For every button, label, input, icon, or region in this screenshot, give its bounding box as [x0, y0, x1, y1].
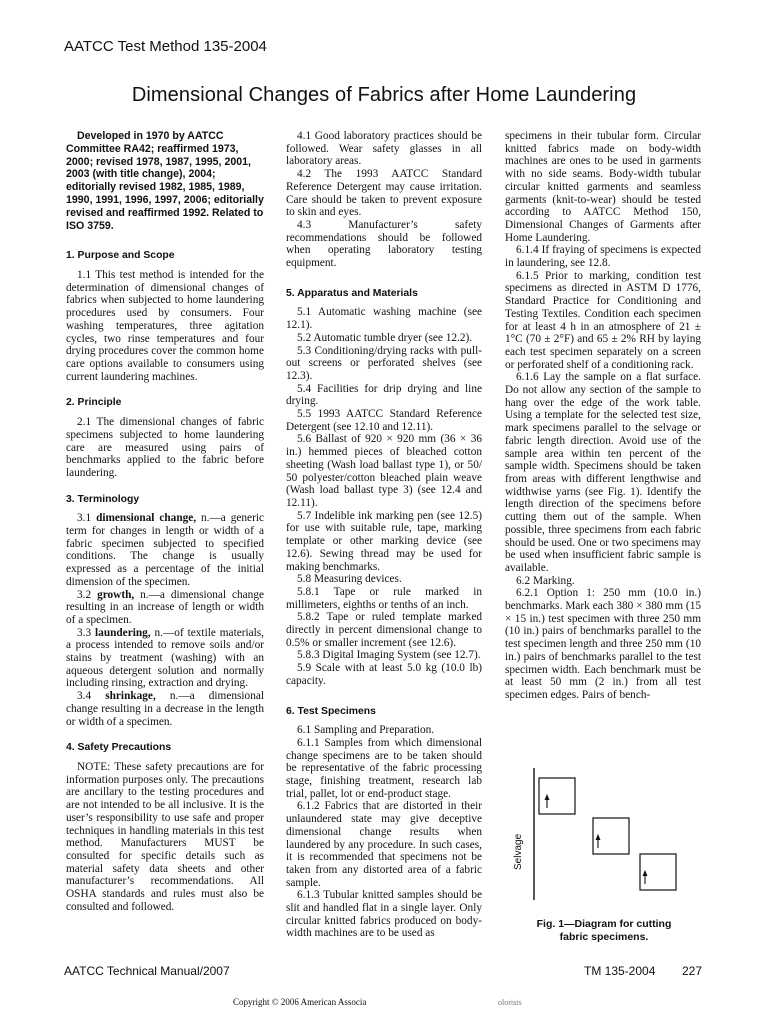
- length-direction-arrow: [545, 794, 550, 808]
- definition-dimensional-change: [66, 512, 264, 588]
- footer-tm-number: TM 135-2004: [584, 964, 656, 978]
- paragraph-6-1-4: 6.1.4 If fraying of specimens is expected in laundering, see 12.8.: [505, 244, 701, 270]
- section-heading-purpose: 1. Purpose and Scope: [66, 250, 175, 262]
- paragraph-4-2: 4.2 The 1993 AATCC Standard Reference Detergent may cause irritation. Care should be taken to prevent exposure to skin and eyes.: [286, 168, 482, 219]
- figure-caption: [514, 918, 694, 944]
- column-3: [505, 130, 701, 702]
- cutting-diagram-svg: [505, 760, 701, 910]
- paragraph-5-8-1: 5.8.1 Tape or rule marked in millimeters, eighths or tenths of an inch.: [286, 585, 482, 611]
- defined-term: laundering,: [95, 626, 151, 639]
- paragraph-5-8-2: 5.8.2 Tape or ruled template marked directly in percent dimensional change to 0.5% or smaller increment (see 12.6).: [286, 611, 482, 649]
- paragraph-2-1: 2.1 The dimensional changes of fabric specimens subjected to home laundering care are measured using pairs of benchmarks applied to the fabric before laundering.: [66, 416, 264, 479]
- column-2: [286, 130, 482, 940]
- paragraph-6-1: 6.1 Sampling and Preparation.: [297, 724, 435, 737]
- section-heading-test-specimens: 6. Test Specimens: [286, 705, 376, 717]
- definition-text: n.—a dimensional change resulting in a decrease in the length or width of a specimen.: [66, 690, 264, 728]
- paragraph-1-1: 1.1 This test method is intended for the determination of dimensional changes of fabrics when subjected to home laundering procedures used by consumers. Four washing temperatures, three agitation cycles, two rinse temperatures and four drying procedures cover the common home care options available to consumers using current laundering machines.: [66, 269, 264, 383]
- scan-artifact-text: olorists: [498, 998, 522, 1007]
- paragraph-5-5: 5.5 1993 AATCC Standard Reference Detergent (see 12.10 and 12.11).: [286, 408, 482, 433]
- document-title: Dimensional Changes of Fabrics after Home Laundering: [131, 84, 637, 106]
- paragraph-5-7: 5.7 Indelible ink marking pen (see 12.5) for use with suitable rule, tape, marking template or other marking device (see 12.6). Sewing thread may be used for making benchmarks.: [286, 509, 482, 573]
- definition-shrinkage: [66, 690, 264, 728]
- page-number: 227: [682, 964, 703, 978]
- definition-number: 3.2: [77, 588, 92, 601]
- figure-caption-line-1: Fig. 1—Diagram for cutting: [536, 918, 672, 930]
- selvage-label: Selvage: [513, 833, 524, 870]
- definition-laundering: [66, 627, 264, 691]
- footer-manual: AATCC Technical Manual/2007: [64, 964, 230, 978]
- definition-text: n.—a dimensional change resulting in an increase of length or width of a specimen.: [66, 588, 264, 626]
- defined-term: shrinkage,: [105, 690, 156, 703]
- paragraph-5-2: 5.2 Automatic tumble dryer (see 12.2).: [297, 331, 473, 344]
- figure-1-cutting-diagram: [505, 760, 701, 910]
- paragraph-6-1-3-continued: specimens in their tubular form. Circular knitted fabrics made on body-width machines are ones to be used in garments with no side seams. Body-width tubular circular knitted garments and seamless garments (knit-to-wear) should be tested according to AATCC Method 150, Dimensional Changes of Garments after Home Laundering.: [505, 130, 701, 244]
- length-direction-arrow: [596, 834, 601, 848]
- paragraph-6-2-1: 6.2.1 Option 1: 250 mm (10.0 in.) benchmarks. Mark each 380 × 380 mm (15 × 15 in.) test specimen with three 250 mm (10 in.) pairs of benchmarks parallel to the test specimen length and three 250 mm (10 in.) pairs of benchmarks parallel to the test specimen width. Each benchmark must be at least 50 mm (2 in.) from all test specimen edges. Pairs of bench-: [505, 587, 701, 701]
- paragraph-6-2: 6.2 Marking.: [516, 574, 575, 587]
- development-history: Developed in 1970 by AATCC Committee RA42; reaffirmed 1973, 2000; revised 1978, 1987, 1995, 2001, 2003 (with title change), 2004; editorially revised 1982, 1985, 1989, 1990, 1991, 1996, 1997, 2006; editorially revised and reaffirmed 1992. Related to ISO 3759.: [66, 130, 264, 232]
- paragraph-6-1-5: 6.1.5 Prior to marking, condition test specimens as directed in ASTM D 1776, Standard Practice for Conditioning and Testing Textiles. Condition each specimen for at least 4 h in an atmosphere of 21 ± 1°C (70 ± 2°F) and 65 ± 2% RH by laying each test specimen separately on a screen or perforated shelf of a conditioning rack.: [505, 269, 701, 371]
- column-1: [66, 130, 264, 913]
- section-heading-terminology: 3. Terminology: [66, 493, 140, 505]
- section-heading-principle: 2. Principle: [66, 397, 122, 409]
- definition-number: 3.4: [77, 690, 92, 703]
- paragraph-4-1: 4.1 Good laboratory practices should be followed. Wear safety glasses in all laboratory areas.: [286, 130, 482, 168]
- copyright-notice: Copyright © 2006 American Associa: [233, 997, 367, 1007]
- paragraph-4-3: 4.3 Manufacturer’s safety recommendations should be followed when operating laboratory testing equipment.: [286, 218, 482, 270]
- definition-growth: [66, 589, 264, 627]
- section-heading-apparatus: 5. Apparatus and Materials: [286, 287, 418, 299]
- paragraph-5-8-3: 5.8.3 Digital Imaging System (see 12.7).: [297, 649, 481, 662]
- paragraph-5-8: 5.8 Measuring devices.: [297, 573, 402, 586]
- paragraph-5-4: 5.4 Facilities for drip drying and line drying.: [286, 382, 482, 408]
- figure-caption-line-2: fabric specimens.: [559, 931, 649, 943]
- defined-term: dimensional change,: [96, 512, 197, 525]
- definition-text: n.—a generic term for changes in length or width of a fabric specimen subjected to specified conditions. The change is usually expressed as a percentage of the initial dimension of the specimen.: [66, 512, 264, 588]
- paragraph-5-6: 5.6 Ballast of 920 × 920 mm (36 × 36 in.) hemmed pieces of bleached cotton sheeting (Wash load ballast type 1), or 50/ 50 polyester/cotton bleached plain weave (Wash load ballast type 3) (see 12.4 and 12.11).: [286, 433, 482, 509]
- definition-text: n.—of textile materials, a process intended to remove soils and/or stains by treatment (washing) with an aqueous detergent solution and normally including rinsing, extraction and drying.: [66, 626, 264, 690]
- paragraph-6-1-1: 6.1.1 Samples from which dimensional change specimens are to be taken should be representative of the fabric processing stage, finishing treatment, research lab trial, pallet, lot or end-product stage.: [286, 736, 482, 800]
- section-heading-safety: 4. Safety Precautions: [66, 742, 172, 754]
- definition-number: 3.1: [77, 512, 92, 525]
- definition-number: 3.3: [77, 626, 92, 639]
- specimen-square: [539, 778, 575, 814]
- defined-term: growth,: [97, 588, 135, 601]
- paragraph-6-1-6: 6.1.6 Lay the sample on a flat surface. Do not allow any section of the sample to hang over the edge of the work table. Using a template for the selected test size, mark specimens parallel to the selvage or fabric length direction. Avoid use of the sample area within ten percent of the sample width. Specimens should be taken from areas with different lengthwise and widthwise yarns (see Fig. 1). Identify the length direction of the specimens before cutting them out of the sample. When possible, three specimens from each fabric should be used. One or two specimens may be used when insufficient fabric sample is available.: [505, 371, 701, 574]
- paragraph-5-1: 5.1 Automatic washing machine (see 12.1).: [286, 306, 482, 332]
- length-direction-arrow: [643, 870, 648, 884]
- paragraph-6-1-3: 6.1.3 Tubular knitted samples should be slit and handled flat in a single layer. Only circular knitted fabrics produced on body-width machines are to be used as: [286, 889, 482, 940]
- paragraph-5-3: 5.3 Conditioning/drying racks with pull-out screens or perforated shelves (see 12.3).: [286, 344, 482, 382]
- safety-note: NOTE: These safety precautions are for information purposes only. The precautions are ancillary to the testing procedures and are not intended to be all inclusive. It is the user’s responsibility to use safe and proper techniques in handling materials in this test method. Manufacturers MUST be consulted for specific details such as material safety data sheets and other manufacturer’s recommendations. All OSHA standards and rules must also be consulted and followed.: [66, 760, 264, 913]
- paragraph-5-9: 5.9 Scale with at least 5.0 kg (10.0 lb) capacity.: [286, 662, 482, 687]
- test-method-header: AATCC Test Method 135-2004: [64, 38, 267, 55]
- paragraph-6-1-2: 6.1.2 Fabrics that are distorted in their unlaundered state may give deceptive dimensional change results when laundered by any procedure. In such cases, it is recommended that specimens not be taken from any distorted area of a fabric sample.: [286, 800, 482, 889]
